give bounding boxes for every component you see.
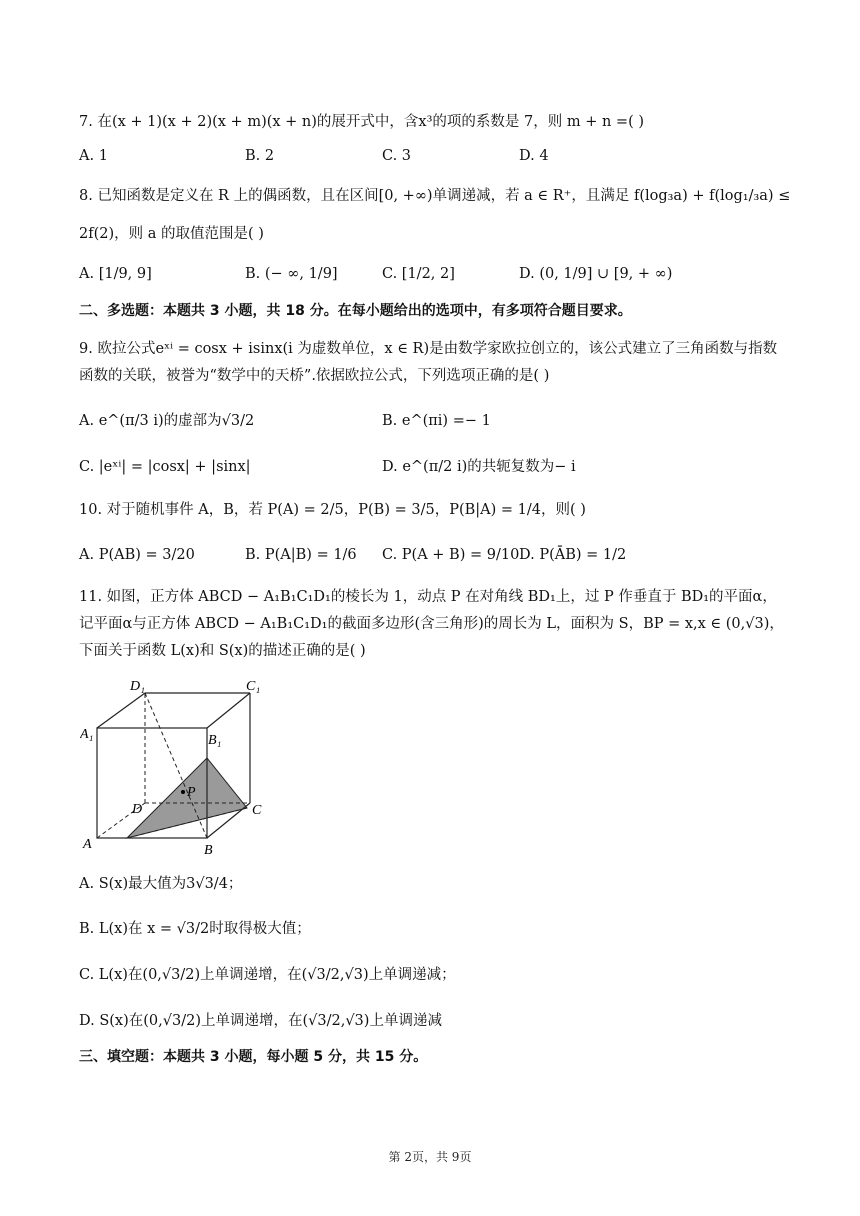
label-B1: B₁ <box>208 733 222 748</box>
q9-option-c: C. |eˣⁱ| = |cosx| + |sinx| <box>79 459 251 475</box>
q8-option-a: A. [1/9, 9] <box>79 266 152 282</box>
q10-option-b: B. P(A|B) = 1/6 <box>245 547 357 563</box>
label-D: D <box>132 802 143 817</box>
q8-option-c: C. [1/2, 2] <box>382 266 455 282</box>
q7-option-c: C. 3 <box>382 148 412 164</box>
q10-option-c: C. P(A + B) = 9/10 <box>382 547 520 563</box>
q9-stem: 9. 欧拉公式eˣⁱ = cosx + isinx(i 为虚数单位，x ∈ R)是由数学家欧拉创立的，该公式建立了三角函数与指数函数的关联，被誉为“数学中的天桥”.依据欧拉公式，下列选项正确的是( ) <box>79 341 778 384</box>
edge-A1D1 <box>97 693 145 728</box>
q9-option-b: B. e^(πi) =− 1 <box>382 413 491 429</box>
label-B: B <box>204 843 213 858</box>
point-P <box>181 790 185 794</box>
edge-B1C1 <box>207 693 250 728</box>
q10-option-a: A. P(AB) = 3/20 <box>79 547 195 563</box>
q8-stem-line2: 2f(2)，则 a 的取值范围是( ) <box>79 226 264 242</box>
q11-option-d: D. S(x)在(0,√3/2)上单调递增，在(√3/2,√3)上单调递减 <box>79 1013 442 1029</box>
label-P: P <box>187 785 196 800</box>
page-footer: 第 2页，共 9页 <box>388 1150 472 1164</box>
q9-option-a: A. e^(π/3 i)的虚部为√3/2 <box>79 413 255 429</box>
q7-option-b: B. 2 <box>245 148 275 164</box>
label-C: C <box>252 803 262 818</box>
q7-option-a: A. 1 <box>79 148 108 164</box>
q11-option-b: B. L(x)在 x = √3/2时取得极大值； <box>79 921 311 937</box>
q10-option-d: D. P(ĀB) = 1/2 <box>519 547 627 563</box>
q11-option-a: A. S(x)最大值为3√3/4； <box>79 876 243 892</box>
label-A1: A₁ <box>80 727 94 742</box>
q7-option-d: D. 4 <box>519 148 549 164</box>
label-C1: C₁ <box>246 679 261 694</box>
cube-diagram <box>80 678 280 858</box>
q8-option-d: D. (0, 1/9] ∪ [9, + ∞) <box>519 266 673 282</box>
q7-stem: 7. 在(x + 1)(x + 2)(x + m)(x + n)的展开式中，含x³的项的系数是 7，则 m + n =( ) <box>79 114 644 130</box>
cube-figure <box>80 678 280 858</box>
section-heading-multi-choice: 二、多选题：本题共 3 小题，共 18 分。在每小题给出的选项中，有多项符合题目要求。 <box>79 303 632 319</box>
label-D1: D₁ <box>130 679 145 694</box>
q11-option-c: C. L(x)在(0,√3/2)上单调递增，在(√3/2,√3)上单调递减； <box>79 967 456 983</box>
section-heading-fill-in: 三、填空题：本题共 3 小题，每小题 5 分，共 15 分。 <box>79 1049 428 1065</box>
q10-stem: 10. 对于随机事件 A，B，若 P(A) = 2/5，P(B) = 3/5，P(B|A) = 1/4，则( ) <box>79 502 586 518</box>
q8-stem-line1: 8. 已知函数是定义在 R 上的偶函数，且在区间[0, +∞)单调递减，若 a ∈ R⁺，且满足 f(log₃a) + f(log₁/₃a) ≤ <box>79 188 791 204</box>
q11-stem: 11. 如图，正方体 ABCD − A₁B₁C₁D₁的棱长为 1，动点 P 在对角线 BD₁上，过 P 作垂直于 BD₁的平面α，记平面α与正方体 ABCD − A₁B₁C₁D₁的截面多边形(含三角形)的周长为 L，面积为 S，BP = x,x ∈ (0,√3)，下面关于函数 L(x)和 S(x)的描述正确的是( ) <box>79 589 784 659</box>
label-A: A <box>83 837 92 852</box>
q8-option-b: B. (− ∞, 1/9] <box>245 266 338 282</box>
q9-option-d: D. e^(π/2 i)的共轭复数为− i <box>382 459 576 475</box>
